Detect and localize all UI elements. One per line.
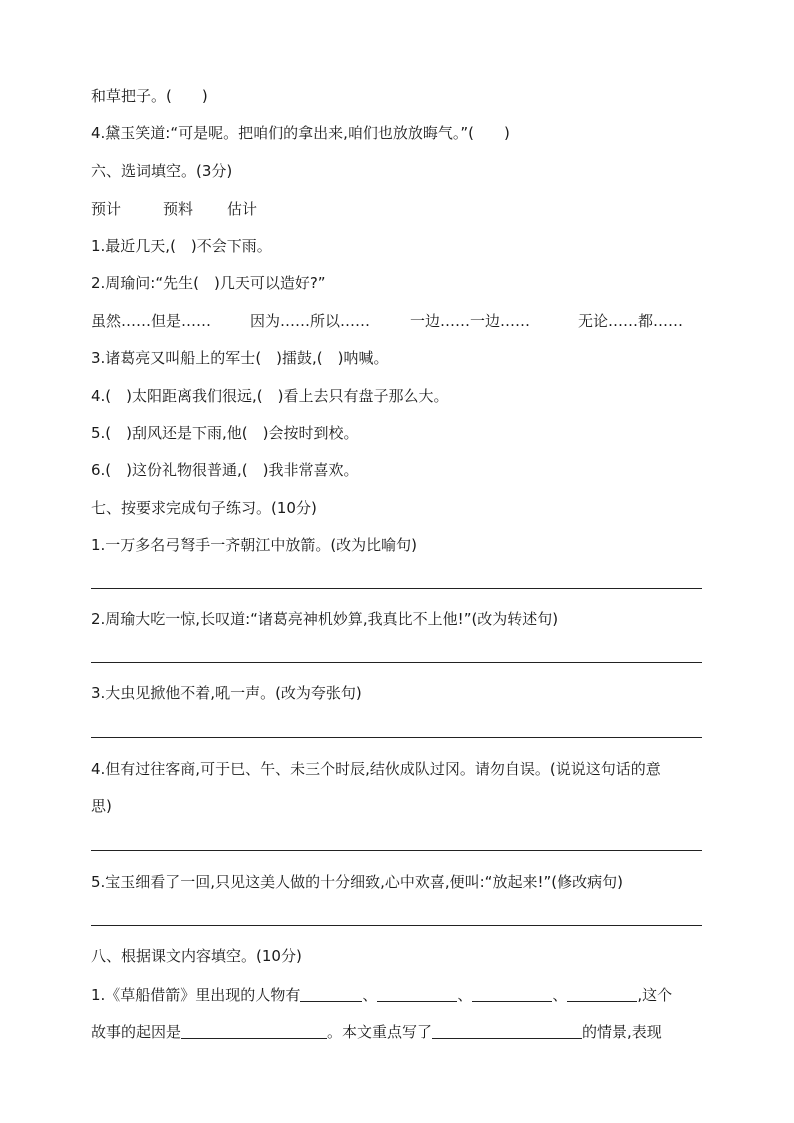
s8-blank-person-2[interactable]	[377, 985, 457, 1002]
s7-q2: 2.周瑜大吃一惊,长叹道:“诸葛亮神机妙算,我真比不上他!”(改为转述句)	[91, 610, 559, 628]
s7-q3: 3.大虫见掀他不着,吼一声。(改为夸张句)	[91, 684, 362, 702]
s6-word-1: 预计	[91, 200, 122, 218]
s8-sep-3: 、	[552, 986, 568, 1004]
s6-word-2: 预料	[163, 200, 194, 218]
s8-q1-line2	[91, 1022, 662, 1042]
s8-blank-person-1[interactable]	[300, 985, 362, 1002]
s6-q3: 3.诸葛亮又叫船上的军士( )擂鼓,( )呐喊。	[91, 349, 389, 367]
s6-q6: 6.( )这份礼物很普通,( )我非常喜欢。	[91, 461, 359, 479]
s8-q1-text-c: 故事的起因是	[91, 1023, 182, 1041]
s7-q3-answer-line[interactable]	[91, 737, 702, 738]
s5-q4: 4.黛玉笑道:“可是呢。把咱们的拿出来,咱们也放放晦气。”( )	[91, 124, 510, 142]
s8-blank-person-3[interactable]	[472, 985, 552, 1002]
s8-q1-text-b: ,这个	[637, 986, 673, 1004]
s8-q1-text-a: 1.《草船借箭》里出现的人物有	[91, 986, 301, 1004]
s6-conj-4: 无论……都……	[578, 312, 684, 330]
s7-title: 七、按要求完成句子练习。(10分)	[91, 499, 317, 517]
s6-q1: 1.最近几天,( )不会下雨。	[91, 237, 272, 255]
s6-q4: 4.( )太阳距离我们很远,( )看上去只有盘子那么大。	[91, 387, 449, 405]
s6-title: 六、选词填空。(3分)	[91, 162, 233, 180]
s8-sep-2: 、	[457, 986, 473, 1004]
s6-conj-2: 因为……所以……	[250, 312, 371, 330]
s8-q1-text-e: 的情景,表现	[582, 1023, 662, 1041]
s6-q2: 2.周瑜问:“先生( )几天可以造好?”	[91, 274, 326, 292]
s8-blank-person-4[interactable]	[567, 985, 637, 1002]
s5-q3-continuation: 和草把子。( )	[91, 87, 208, 105]
s7-q4-line1: 4.但有过往客商,可于巳、午、未三个时辰,结伙成队过冈。请勿自误。(说说这句话的意	[91, 760, 661, 778]
s8-q1-text-d: 。本文重点写了	[327, 1023, 433, 1041]
s8-blank-cause[interactable]	[181, 1022, 327, 1039]
s7-q5-answer-line[interactable]	[91, 925, 702, 926]
s8-sep-1: 、	[362, 986, 378, 1004]
s7-q2-answer-line[interactable]	[91, 662, 702, 663]
s7-q1: 1.一万多名弓弩手一齐朝江中放箭。(改为比喻句)	[91, 536, 418, 554]
s6-conj-3: 一边……一边……	[410, 312, 531, 330]
s7-q4-line2: 思)	[91, 797, 112, 815]
s7-q4-answer-line[interactable]	[91, 850, 702, 851]
s6-word-3: 估计	[227, 200, 258, 218]
s6-q5: 5.( )刮风还是下雨,他( )会按时到校。	[91, 424, 359, 442]
s8-title: 八、根据课文内容填空。(10分)	[91, 947, 302, 965]
s7-q5: 5.宝玉细看了一回,只见这美人做的十分细致,心中欢喜,便叫:“放起来!”(修改病句)	[91, 873, 623, 891]
s7-q1-answer-line[interactable]	[91, 588, 702, 589]
s8-blank-scene[interactable]	[432, 1022, 582, 1039]
s8-q1-line1	[91, 985, 672, 1005]
s6-conj-1: 虽然……但是……	[91, 312, 212, 330]
